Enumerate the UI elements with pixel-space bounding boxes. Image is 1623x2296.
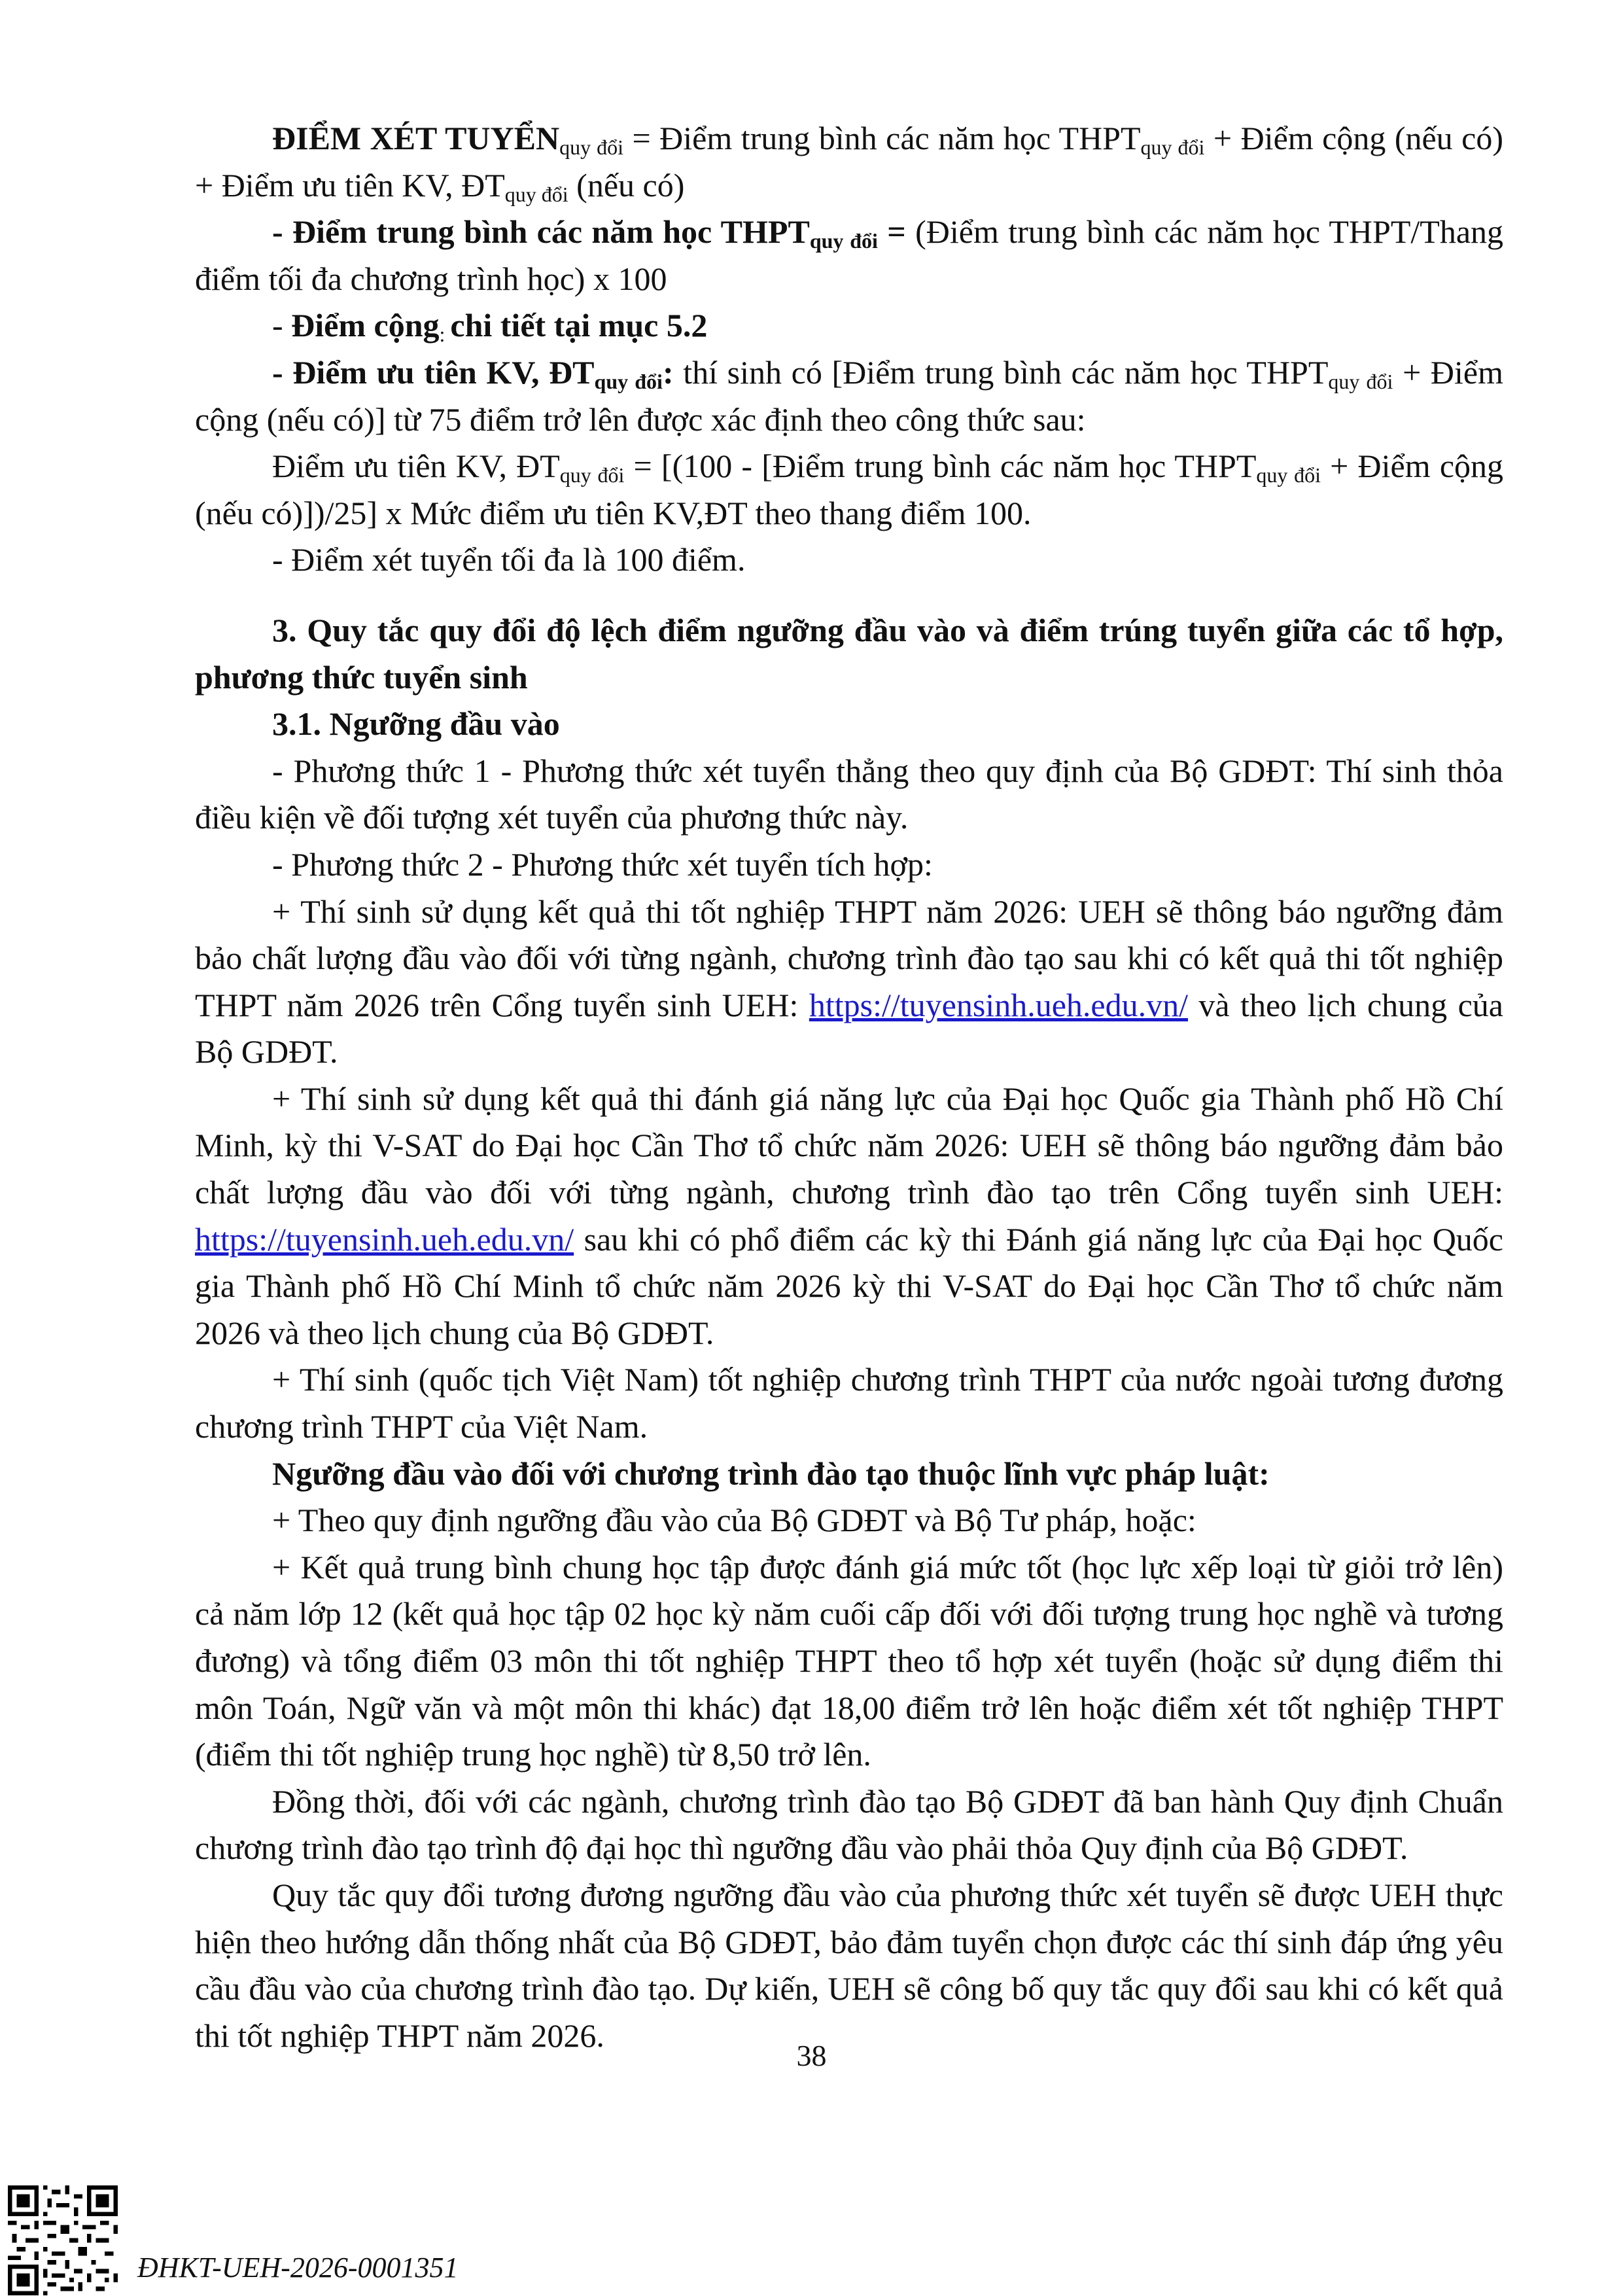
admission-portal-link[interactable]: https://tuyensinh.ueh.edu.vn/ [809,986,1188,1023]
qr-code-icon [8,2185,118,2295]
priority-score-formula: Điểm ưu tiên KV, $ĐT_{quy đổi} = [(100$ - [Điểm trung bình các năm học $THPT_{quy đổi}$ + Điểm cộng (nếu có)])/25] x Mức điểm ưu tiên KV,ĐT theo thang điểm 100. [195,448,1504,531]
law-threshold-item-1: + Theo quy định ngưỡng đầu vào của Bộ GDĐT và Bộ Tư pháp, hoặc: [272,1502,1196,1539]
average-score-definition: - Điểm trung bình các năm học $THPT_{quy đổi}$ = (Điểm trung bình các năm học THPT/Thang điểm tối đa chương trình học) x 100 [195,213,1504,297]
bullet-foreign-thpt: + Thí sinh (quốc tịch Việt Nam) tốt nghiệp chương trình THPT của nước ngoài tương đương chương trình THPT của Việt Nam. [195,1361,1503,1445]
bullet-thpt-exam: + Thí sinh sử dụng kết quả thi tốt nghiệp THPT năm 2026: UEH sẽ thông báo ngưỡng đảm bảo chất lượng đầu vào đối với từng ngành, chương trình đào tạo sau khi có kết quả thi tốt nghiệp THPT năm 2026 trên Cổng tuyển sinh UEH: https://tuyensinh.ueh.edu.vn/ và theo lịch chung của Bộ GDĐT. [195,892,1503,1070]
method-2-paragraph: - Phương thức 2 - Phương thức xét tuyển tích hợp: [272,845,933,883]
max-score-note: - Điểm xét tuyển tối đa là 100 điểm. [272,541,746,578]
document-id: ĐHKT-UEH-2026-0001351 [137,2252,459,2284]
admission-score-formula: ĐIỂM XÉT TUYỂN$_{quy đổi}$ = Điểm trung bình các năm học $THPT_{quy đổi}$ + Điểm cộng (nếu có) + Điểm ưu tiên KV, $ĐT_{quy đổi}$ (nếu có) [195,120,1503,206]
conversion-rule-paragraph: Quy tắc quy đổi tương đương ngưỡng đầu vào của phương thức xét tuyển sẽ được UEH thực hiện theo hướng dẫn thống nhất của Bộ GDĐT, bảo đảm tuyển chọn được các thí sinh đáp ứng yêu cầu đầu vào của chương trình đào tạo. Dự kiến, UEH sẽ công bố quy tắc quy đổi sau khi có kết quả thi tốt nghiệp THPT năm 2026. [195,1876,1503,2054]
admission-portal-link[interactable]: https://tuyensinh.ueh.edu.vn/ [195,1220,574,1258]
subsection-heading: 3.1. Ngưỡng đầu vào [272,705,560,743]
law-threshold-item-2: + Kết quả trung bình chung học tập được đánh giá mức tốt (học lực xếp loại từ giỏi trở lên) cả năm lớp 12 (kết quả học tập 02 học kỳ năm cuối cấp đối với đối tượng trung học nghề và tương đương) và tổng điểm 03 môn thi tốt nghiệp THPT theo tổ hợp xét tuyển (hoặc sử dụng điểm thi môn Toán, Ngữ văn và một môn thi khác) đạt 18,00 điểm trở lên hoặc điểm xét tốt nghiệp THPT (điểm thi tốt nghiệp trung học nghề) từ 8,50 trở lên. [195,1548,1503,1773]
standards-paragraph: Đồng thời, đối với các ngành, chương trình đào tạo Bộ GDĐT đã ban hành Quy định Chuẩn chương trình đào tạo trình độ đại học thì ngưỡng đầu vào phải thỏa Quy định của Bộ GDĐT. [195,1782,1503,1867]
page-number: 38 [796,2039,827,2072]
priority-score-definition: - Điểm ưu tiên KV, $ĐT_{quy đổi}$: thí sinh có [Điểm trung bình các năm học $THPT_{quy đổi}$ + Điểm cộng (nếu có)] từ 75 điểm trở lên được xác định theo công thức sau: [195,353,1503,438]
page-content [195,115,1503,2059]
method-1-paragraph: - Phương thức 1 - Phương thức xét tuyển thẳng theo quy định của Bộ GDĐT: Thí sinh thỏa điều kiện về đối tượng xét tuyển của phương thức này. [195,752,1503,836]
bullet-competency-exam: + Thí sinh sử dụng kết quả thi đánh giá năng lực của Đại học Quốc gia Thành phố Hồ Chí Minh, kỳ thi V-SAT do Đại học Cần Thơ tổ chức năm 2026: UEH sẽ thông báo ngưỡng đảm bảo chất lượng đầu vào đối với từng ngành, chương trình đào tạo trên Cổng tuyển sinh UEH: https://tuyensinh.ueh.edu.vn/ sau khi có phổ điểm các kỳ thi Đánh giá năng lực của Đại học Quốc gia Thành phố Hồ Chí Minh tổ chức năm 2026 kỳ thi V-SAT do Đại học Cần Thơ tổ chức năm 2026 và theo lịch chung của Bộ GDĐT. [195,1080,1503,1351]
section-heading: 3. Quy tắc quy đổi độ lệch điểm ngưỡng đầu vào và điểm trúng tuyển giữa các tổ hợp, phương thức tuyển sinh [195,611,1503,696]
law-threshold-heading: Ngưỡng đầu vào đối với chương trình đào tạo thuộc lĩnh vực pháp luật: [272,1455,1270,1492]
bonus-score-definition: - Điểm cộng$_:$ chi tiết tại mục 5.2 [272,307,708,347]
